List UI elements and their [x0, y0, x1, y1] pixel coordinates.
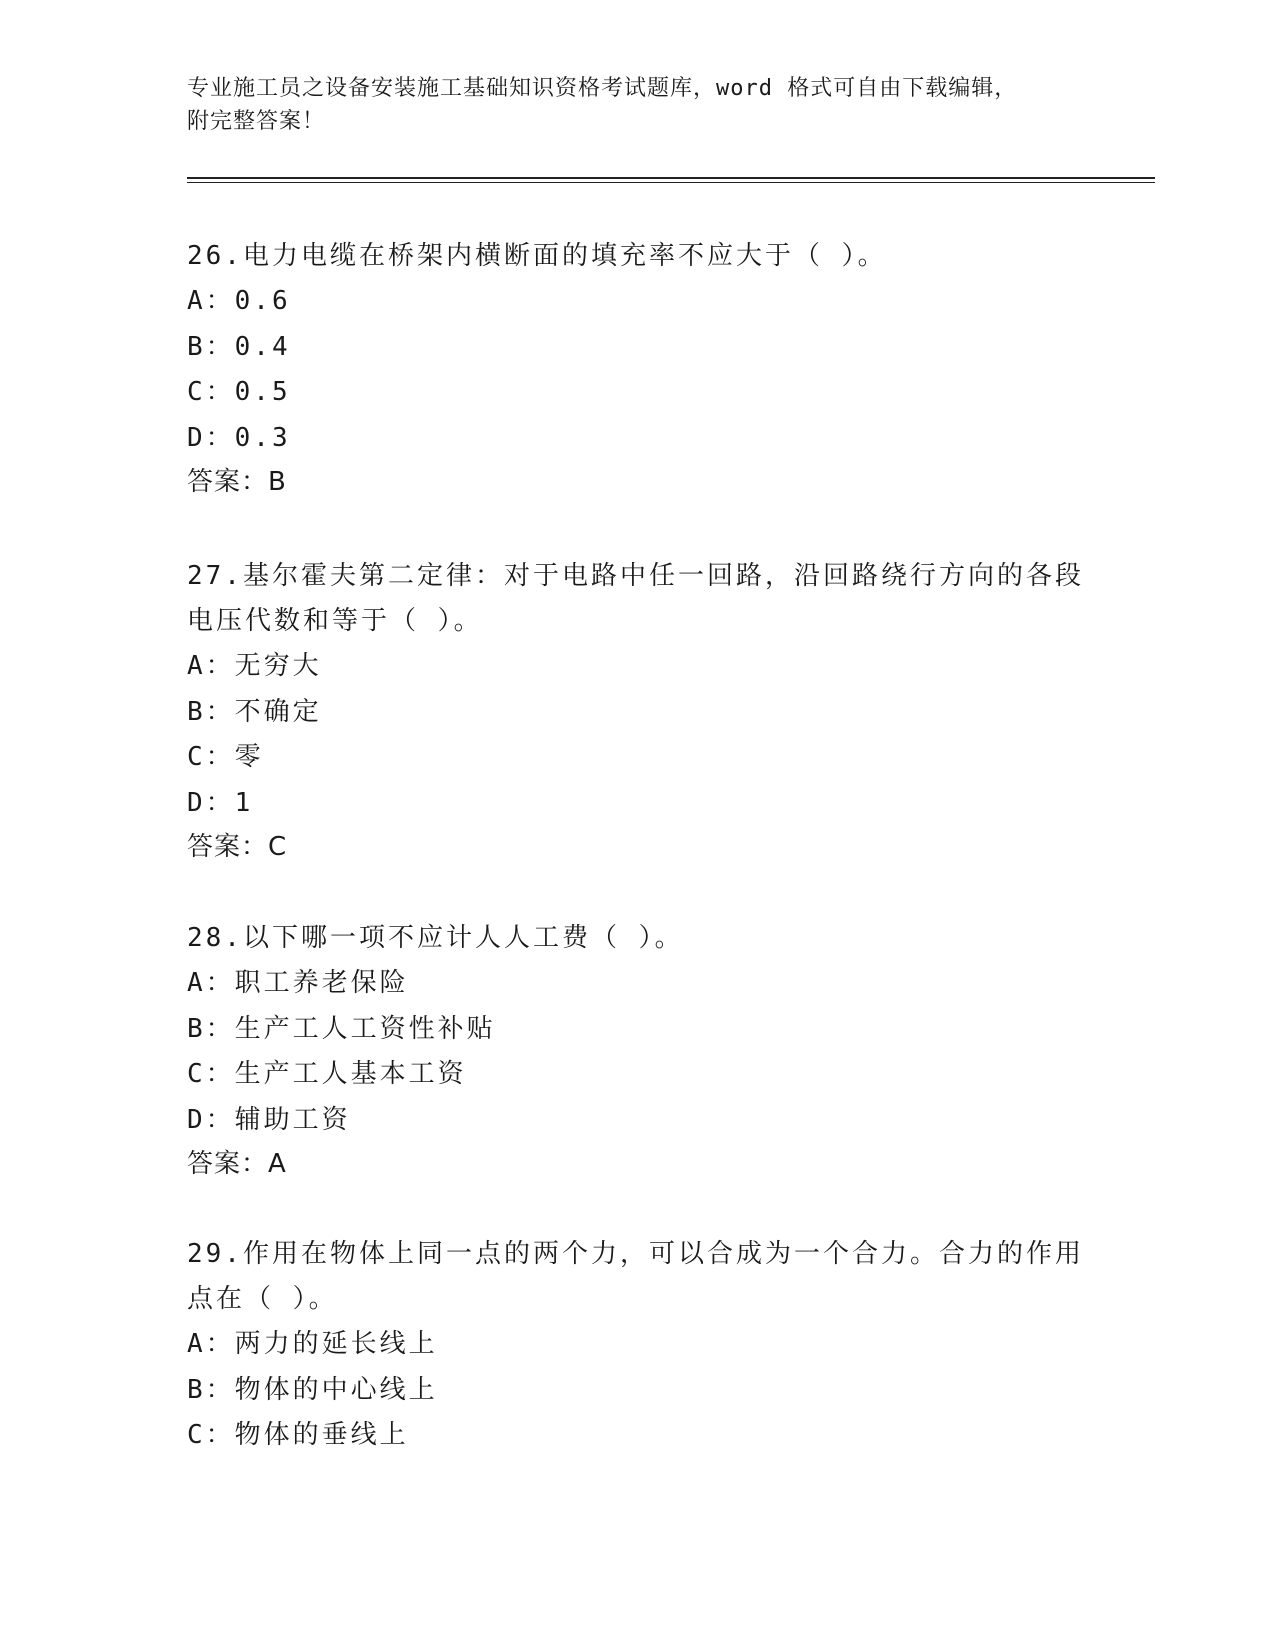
option-b: B：不确定	[187, 696, 322, 727]
answer-line: 答案：C	[187, 832, 288, 862]
header-line-1: 专业施工员之设备安装施工基础知识资格考试题库，word 格式可自由下载编辑，	[187, 76, 1018, 101]
option-a: A：无穷大	[187, 651, 322, 681]
option-a: A：两力的延长线上	[187, 1329, 438, 1359]
option-c: C：零	[187, 742, 264, 772]
header-divider-thin	[187, 182, 1155, 183]
option-d: D：0.3	[187, 422, 291, 453]
option-a: A：职工养老保险	[187, 968, 409, 998]
question-27	[187, 554, 1107, 870]
question-stem-line-1: 29.作用在物体上同一点的两个力，可以合成为一个合力。合力的作用	[187, 1239, 1084, 1269]
header-divider-thick	[187, 177, 1155, 179]
question-stem-line-1: 27.基尔霍夫第二定律：对于电路中任一回路，沿回路绕行方向的各段	[187, 561, 1084, 591]
header-line-2: 附完整答案！	[187, 109, 326, 134]
option-a: A：0.6	[187, 286, 291, 316]
option-b: B：生产工人工资性补贴	[187, 1013, 496, 1044]
option-c: C：生产工人基本工资	[187, 1059, 467, 1089]
option-d: D：辅助工资	[187, 1104, 351, 1135]
answer-line: 答案：B	[187, 467, 287, 497]
document-header	[187, 72, 1087, 138]
question-28	[187, 916, 1107, 1187]
option-d: D：1	[187, 787, 254, 818]
question-stem-line-2: 点在（ ）。	[187, 1284, 338, 1314]
question-26	[187, 234, 1107, 505]
answer-line: 答案：A	[187, 1149, 287, 1179]
question-stem: 28.以下哪一项不应计人人工费（ ）。	[187, 923, 684, 953]
option-b: B：0.4	[187, 331, 291, 362]
option-c: C：0.5	[187, 377, 291, 407]
question-stem: 26.电力电缆在桥架内横断面的填充率不应大于（ ）。	[187, 241, 887, 271]
question-29	[187, 1232, 1107, 1459]
question-stem-line-2: 电压代数和等于（ ）。	[187, 606, 483, 636]
option-c: C：物体的垂线上	[187, 1420, 409, 1450]
option-b: B：物体的中心线上	[187, 1374, 438, 1405]
